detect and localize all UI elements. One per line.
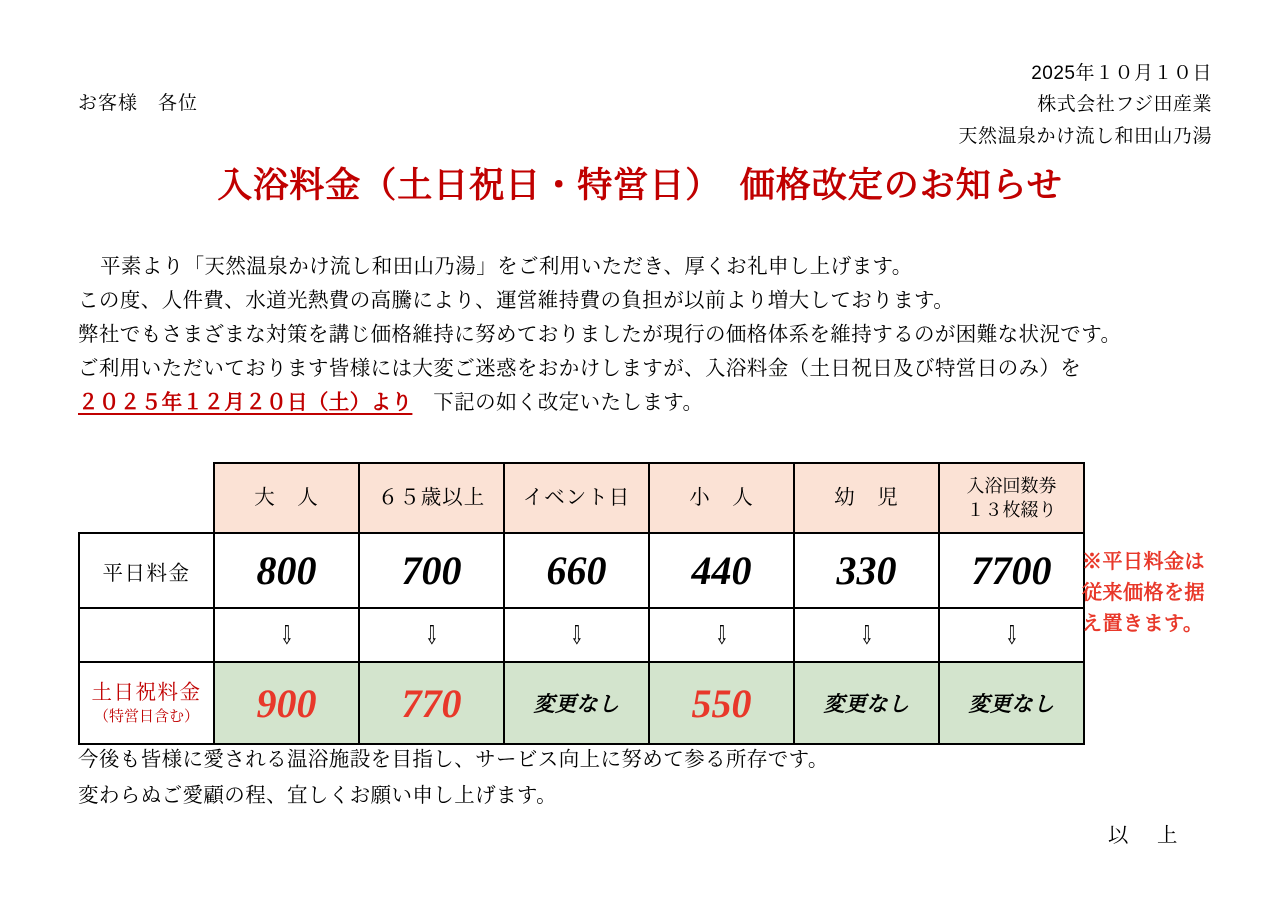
table-header-row [79, 463, 1084, 533]
arrow-spacer [79, 608, 214, 662]
holiday-price-adult: 900 [214, 662, 359, 744]
holiday-price-coupon: 変更なし [939, 662, 1084, 744]
column-header-infant: 幼 児 [794, 463, 939, 533]
row-label-holiday-sub: （特営日含む） [93, 707, 199, 725]
body-paragraphs [78, 250, 1198, 420]
holiday-price-infant: 変更なし [794, 662, 939, 744]
addressee: お客様 各位 [78, 93, 199, 114]
holiday-price-senior: 770 [359, 662, 504, 744]
closing-words: 以 上 [1108, 824, 1182, 847]
coupon-header-line2: １３枚綴り [966, 500, 1057, 520]
table-arrow-row [79, 608, 1084, 662]
row-label-holiday [79, 662, 214, 744]
fee-table-wrapper [78, 462, 1085, 745]
column-header-child: 小 人 [649, 463, 794, 533]
body-line-5 [78, 386, 1198, 420]
holiday-price-child: 550 [649, 662, 794, 744]
table-row-weekday [79, 533, 1084, 608]
column-header-adult: 大 人 [214, 463, 359, 533]
weekday-price-infant: 330 [794, 533, 939, 608]
holiday-price-event-day: 変更なし [504, 662, 649, 744]
weekday-price-event-day: 660 [504, 533, 649, 608]
down-arrow-icon-event-day: ⇩ [504, 608, 649, 662]
footer-line-2: 変わらぬご愛顧の程、宜しくお願い申し上げます。 [78, 784, 558, 807]
table-row-holiday [79, 662, 1084, 744]
body-line-1: 平素より「天然温泉かけ流し和田山乃湯」をご利用いただき、厚くお礼申し上げます。 [100, 255, 913, 278]
down-arrow-icon-senior: ⇩ [359, 608, 504, 662]
issue-date: 2025年１０月１０日 [1031, 63, 1212, 84]
down-arrow-icon-coupon: ⇩ [939, 608, 1084, 662]
weekday-price-coupon: 7700 [939, 533, 1084, 608]
footer-paragraphs [78, 742, 829, 814]
company-name: 株式会社フジ田産業 [1037, 94, 1212, 116]
column-header-coupon [939, 463, 1084, 533]
row-label-weekday: 平日料金 [79, 533, 214, 608]
effective-date-rest: 下記の如く改定いたします。 [412, 391, 704, 414]
row-label-holiday-main: 土日祝料金 [91, 681, 202, 705]
column-header-event-day: イベント日 [504, 463, 649, 533]
down-arrow-icon-adult: ⇩ [214, 608, 359, 662]
side-note-weekday-unchanged: ※平日料金は従来価格を据え置きます。 [1082, 551, 1205, 635]
table-corner-cell [79, 463, 214, 533]
footer-line-1: 今後も皆様に愛される温浴施設を目指し、サービス向上に努めて参る所存です。 [78, 748, 829, 771]
down-arrow-icon-infant: ⇩ [794, 608, 939, 662]
body-line-4: ご利用いただいております皆様には大変ご迷惑をおかけしますが、入浴料金（土日祝日及び特営日のみ）を [78, 357, 1082, 380]
body-line-3: 弊社でもさまざまな対策を講じ価格維持に努めておりましたが現行の価格体系を維持するのが困難な状況です。 [78, 323, 1122, 346]
weekday-price-child: 440 [649, 533, 794, 608]
down-arrow-icon-child: ⇩ [649, 608, 794, 662]
coupon-header-line1: 入浴回数券 [966, 475, 1057, 496]
effective-date-emphasis: ２０２５年１２月２０日（土）より [78, 391, 413, 414]
fee-table [78, 462, 1085, 745]
body-line-2: この度、人件費、水道光熱費の高騰により、運営維持費の負担が以前より増大しております。 [78, 289, 955, 312]
weekday-price-adult: 800 [214, 533, 359, 608]
column-header-senior: ６５歳以上 [359, 463, 504, 533]
facility-name: 天然温泉かけ流し和田山乃湯 [958, 125, 1212, 147]
weekday-price-senior: 700 [359, 533, 504, 608]
page-title: 入浴料金（土日祝日・特営日） 価格改定のお知らせ [217, 166, 1063, 205]
document-header-right [958, 58, 1212, 152]
